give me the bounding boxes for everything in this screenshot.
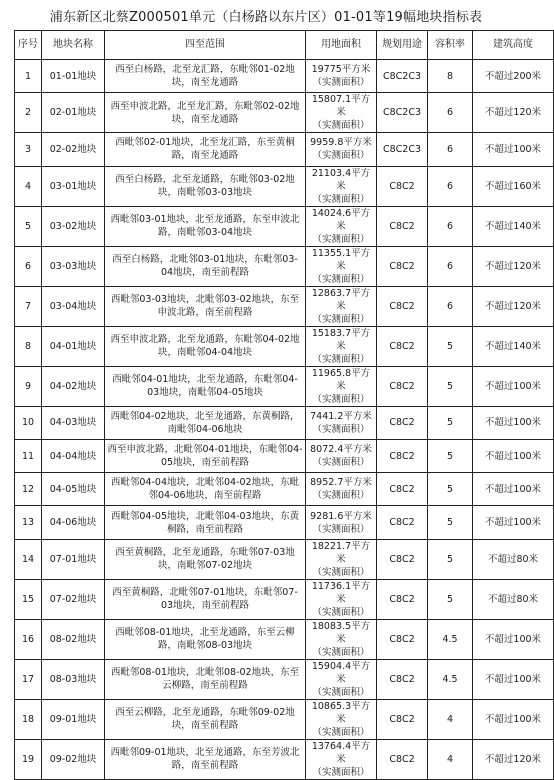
cell-area bbox=[306, 133, 377, 166]
cell-height: 不超过100米 bbox=[473, 506, 554, 539]
cell-use: C8C2 bbox=[377, 406, 428, 439]
cell-use: C8C2 bbox=[377, 286, 428, 326]
cell-no: 11 bbox=[15, 439, 42, 472]
area-value: 14024.6平方米 bbox=[311, 207, 371, 232]
area-value: 11355.1平方米 bbox=[311, 247, 371, 272]
area-value: 11736.1平方米 bbox=[311, 580, 371, 605]
cell-height: 不超过100米 bbox=[473, 699, 554, 739]
document-title: 浦东新区北蔡Z000501单元（白杨路以东片区）01-01等19幅地块指标表 bbox=[49, 10, 483, 25]
cell-far: 5 bbox=[428, 506, 473, 539]
cell-far: 5 bbox=[428, 539, 473, 579]
cell-far: 6 bbox=[428, 246, 473, 286]
cell-area bbox=[306, 619, 377, 659]
cell-name: 04-04地块 bbox=[42, 439, 105, 472]
area-note: （实测面积） bbox=[312, 393, 370, 405]
area-value: 10865.3平方米 bbox=[311, 700, 371, 725]
cell-use: C8C2C3 bbox=[377, 93, 428, 133]
table-header-row bbox=[15, 31, 554, 60]
cell-use: C8C2 bbox=[377, 739, 428, 779]
cell-no: 6 bbox=[15, 246, 42, 286]
area-note: （实测面积） bbox=[312, 353, 370, 365]
cell-height: 不超过140米 bbox=[473, 326, 554, 366]
table-row bbox=[15, 206, 554, 246]
area-value: 11965.8平方米 bbox=[311, 367, 371, 392]
cell-range: 西至白杨路，北至龙汇路，东毗邻01-02地块，南至龙通路 bbox=[105, 60, 306, 93]
cell-height: 不超过120米 bbox=[473, 286, 554, 326]
cell-far: 5 bbox=[428, 406, 473, 439]
cell-use: C8C2 bbox=[377, 246, 428, 286]
table-row bbox=[15, 133, 554, 166]
table-row bbox=[15, 286, 554, 326]
area-value: 18083.5平方米 bbox=[311, 620, 371, 645]
cell-height: 不超过140米 bbox=[473, 206, 554, 246]
cell-far: 6 bbox=[428, 286, 473, 326]
cell-area bbox=[306, 579, 377, 619]
cell-range: 西毗邻04-01地块，北至龙通路，东毗邻04-03地块，南毗邻04-05地块 bbox=[105, 366, 306, 406]
cell-far: 6 bbox=[428, 206, 473, 246]
cell-no: 12 bbox=[15, 473, 42, 506]
cell-name: 09-01地块 bbox=[42, 699, 105, 739]
cell-area bbox=[306, 60, 377, 93]
area-value: 19775平方米 bbox=[311, 64, 371, 76]
cell-range: 西毗邻08-01地块，北至龙通路，东至云柳路，南毗邻08-03地块 bbox=[105, 619, 306, 659]
cell-area bbox=[306, 286, 377, 326]
cell-name: 08-02地块 bbox=[42, 619, 105, 659]
header-height: 建筑高度 bbox=[473, 31, 554, 60]
area-note: （实测面积） bbox=[312, 523, 370, 535]
table-row bbox=[15, 439, 554, 472]
cell-use: C8C2 bbox=[377, 326, 428, 366]
table-row bbox=[15, 739, 554, 779]
cell-far: 4 bbox=[428, 739, 473, 779]
cell-use: C8C2 bbox=[377, 619, 428, 659]
cell-far: 6 bbox=[428, 133, 473, 166]
header-name: 地块名称 bbox=[42, 31, 105, 60]
header-no: 序号 bbox=[15, 31, 42, 60]
cell-range: 西毗邻08-01地块，北毗邻08-02地块，东至云柳路，南至前程路 bbox=[105, 659, 306, 699]
cell-use: C8C2 bbox=[377, 166, 428, 206]
cell-no: 2 bbox=[15, 93, 42, 133]
cell-far: 8 bbox=[428, 60, 473, 93]
cell-name: 01-01地块 bbox=[42, 60, 105, 93]
area-note: （实测面积） bbox=[312, 273, 370, 285]
table-row bbox=[15, 473, 554, 506]
area-value: 9959.8平方米 bbox=[310, 137, 372, 149]
cell-range: 西至申波北路，北毗邻04-01地块，东毗邻04-05地块，南至前程路 bbox=[105, 439, 306, 472]
area-value: 8952.7平方米 bbox=[310, 477, 372, 489]
cell-range: 西至黄桐路，北至龙通路，东毗邻07-03地块，南毗邻07-02地块 bbox=[105, 539, 306, 579]
cell-area bbox=[306, 659, 377, 699]
cell-name: 04-06地块 bbox=[42, 506, 105, 539]
cell-use: C8C2 bbox=[377, 659, 428, 699]
cell-no: 17 bbox=[15, 659, 42, 699]
area-value: 21103.4平方米 bbox=[311, 167, 371, 192]
area-note: （实测面积） bbox=[312, 423, 370, 435]
cell-name: 07-01地块 bbox=[42, 539, 105, 579]
header-range: 四至范围 bbox=[105, 31, 306, 60]
cell-use: C8C2C3 bbox=[377, 60, 428, 93]
table-row bbox=[15, 699, 554, 739]
cell-name: 04-05地块 bbox=[42, 473, 105, 506]
cell-name: 03-02地块 bbox=[42, 206, 105, 246]
table-row bbox=[15, 506, 554, 539]
cell-height: 不超过120米 bbox=[473, 246, 554, 286]
area-note: （实测面积） bbox=[312, 457, 370, 469]
area-value: 18221.7平方米 bbox=[311, 540, 371, 565]
cell-range: 西至黄桐路，北毗邻07-01地块，东毗邻07-03地块，南至前程路 bbox=[105, 579, 306, 619]
land-parcel-table bbox=[14, 30, 554, 780]
cell-area bbox=[306, 93, 377, 133]
cell-use: C8C2 bbox=[377, 506, 428, 539]
cell-no: 10 bbox=[15, 406, 42, 439]
table-row bbox=[15, 366, 554, 406]
area-note: （实测面积） bbox=[312, 686, 370, 698]
cell-height: 不超过120米 bbox=[473, 739, 554, 779]
cell-no: 3 bbox=[15, 133, 42, 166]
cell-height: 不超过100米 bbox=[473, 619, 554, 659]
cell-height: 不超过100米 bbox=[473, 439, 554, 472]
cell-no: 8 bbox=[15, 326, 42, 366]
cell-height: 不超过80米 bbox=[473, 539, 554, 579]
area-value: 15807.1平方米 bbox=[311, 94, 371, 119]
cell-far: 4 bbox=[428, 699, 473, 739]
cell-height: 不超过80米 bbox=[473, 579, 554, 619]
cell-far: 5 bbox=[428, 366, 473, 406]
cell-name: 07-02地块 bbox=[42, 579, 105, 619]
cell-no: 14 bbox=[15, 539, 42, 579]
cell-no: 16 bbox=[15, 619, 42, 659]
cell-range: 西毗邻03-01地块，北至龙通路，东至申波北路，南毗邻03-04地块 bbox=[105, 206, 306, 246]
cell-area bbox=[306, 206, 377, 246]
cell-far: 4.5 bbox=[428, 619, 473, 659]
cell-range: 西至申波北路，北至龙汇路，东毗邻02-02地块，南至龙通路 bbox=[105, 93, 306, 133]
cell-no: 5 bbox=[15, 206, 42, 246]
cell-range: 西毗邻02-01地块，北至龙汇路，东至黄桐路，南至龙通路 bbox=[105, 133, 306, 166]
cell-height: 不超过100米 bbox=[473, 406, 554, 439]
cell-area bbox=[306, 246, 377, 286]
cell-range: 西至申波北路，北至龙通路，东毗邻04-02地块，南毗邻04-04地块 bbox=[105, 326, 306, 366]
cell-range: 西毗邻09-01地块，北至龙通路，东至芳波北路，南至前程路 bbox=[105, 739, 306, 779]
cell-range: 西毗邻03-03地块，北毗邻03-02地块，东至申波北路，南至前程路 bbox=[105, 286, 306, 326]
cell-area bbox=[306, 406, 377, 439]
cell-height: 不超过100米 bbox=[473, 659, 554, 699]
cell-far: 5 bbox=[428, 473, 473, 506]
cell-name: 03-04地块 bbox=[42, 286, 105, 326]
area-value: 7441.2平方米 bbox=[310, 410, 372, 422]
area-note: （实测面积） bbox=[312, 566, 370, 578]
cell-area bbox=[306, 473, 377, 506]
area-note: （实测面积） bbox=[312, 150, 370, 162]
area-value: 13764.4平方米 bbox=[311, 740, 371, 765]
cell-height: 不超过200米 bbox=[473, 60, 554, 93]
cell-height: 不超过160米 bbox=[473, 166, 554, 206]
header-far: 容积率 bbox=[428, 31, 473, 60]
cell-far: 6 bbox=[428, 93, 473, 133]
area-note: （实测面积） bbox=[312, 646, 370, 658]
area-note: （实测面积） bbox=[312, 120, 370, 132]
cell-area bbox=[306, 739, 377, 779]
cell-no: 15 bbox=[15, 579, 42, 619]
cell-far: 5 bbox=[428, 579, 473, 619]
cell-range: 西毗邻04-04地块，北毗邻04-02地块，东毗邻04-06地块，南至前程路 bbox=[105, 473, 306, 506]
cell-far: 6 bbox=[428, 166, 473, 206]
cell-range: 西毗邻04-02地块，北至龙通路，东黄桐路，南毗邻04-06地块 bbox=[105, 406, 306, 439]
area-note: （实测面积） bbox=[312, 606, 370, 618]
cell-far: 5 bbox=[428, 326, 473, 366]
cell-height: 不超过100米 bbox=[473, 133, 554, 166]
cell-far: 4.5 bbox=[428, 659, 473, 699]
cell-far: 5 bbox=[428, 439, 473, 472]
cell-area bbox=[306, 539, 377, 579]
cell-no: 4 bbox=[15, 166, 42, 206]
cell-range: 西至云柳路，北至龙通路，东毗邻09-02地块，南至前程路 bbox=[105, 699, 306, 739]
cell-height: 不超过100米 bbox=[473, 366, 554, 406]
cell-use: C8C2 bbox=[377, 473, 428, 506]
area-value: 15904.4平方米 bbox=[311, 660, 371, 685]
cell-height: 不超过100米 bbox=[473, 473, 554, 506]
cell-range: 西毗邻04-05地块，北毗邻04-03地块，东黄桐路，南至前程路 bbox=[105, 506, 306, 539]
cell-use: C8C2 bbox=[377, 579, 428, 619]
area-value: 15183.7平方米 bbox=[311, 327, 371, 352]
area-value: 9281.6平方米 bbox=[310, 510, 372, 522]
table-row bbox=[15, 539, 554, 579]
table-row bbox=[15, 579, 554, 619]
table-row bbox=[15, 406, 554, 439]
area-note: （实测面积） bbox=[312, 766, 370, 778]
cell-name: 04-02地块 bbox=[42, 366, 105, 406]
cell-name: 04-01地块 bbox=[42, 326, 105, 366]
cell-height: 不超过120米 bbox=[473, 93, 554, 133]
area-value: 8072.4平方米 bbox=[310, 444, 372, 456]
header-area: 用地面积 bbox=[306, 31, 377, 60]
area-note: （实测面积） bbox=[312, 233, 370, 245]
cell-area bbox=[306, 699, 377, 739]
cell-name: 02-01地块 bbox=[42, 93, 105, 133]
cell-area bbox=[306, 439, 377, 472]
area-note: （实测面积） bbox=[312, 726, 370, 738]
cell-name: 03-03地块 bbox=[42, 246, 105, 286]
cell-name: 04-03地块 bbox=[42, 406, 105, 439]
cell-range: 西至白杨路，北毗邻03-01地块，东毗邻03-04地块，南至前程路 bbox=[105, 246, 306, 286]
table-row bbox=[15, 166, 554, 206]
table-row bbox=[15, 246, 554, 286]
area-note: （实测面积） bbox=[312, 77, 370, 89]
cell-area bbox=[306, 506, 377, 539]
cell-name: 09-02地块 bbox=[42, 739, 105, 779]
area-note: （实测面积） bbox=[312, 193, 370, 205]
cell-name: 02-02地块 bbox=[42, 133, 105, 166]
cell-use: C8C2 bbox=[377, 699, 428, 739]
cell-no: 18 bbox=[15, 699, 42, 739]
cell-use: C8C2 bbox=[377, 366, 428, 406]
cell-area bbox=[306, 326, 377, 366]
table-row bbox=[15, 326, 554, 366]
cell-use: C8C2C3 bbox=[377, 133, 428, 166]
cell-use: C8C2 bbox=[377, 206, 428, 246]
area-value: 12863.7平方米 bbox=[311, 287, 371, 312]
cell-no: 7 bbox=[15, 286, 42, 326]
area-note: （实测面积） bbox=[312, 490, 370, 502]
cell-use: C8C2 bbox=[377, 439, 428, 472]
table-row bbox=[15, 619, 554, 659]
cell-area bbox=[306, 166, 377, 206]
cell-no: 19 bbox=[15, 739, 42, 779]
cell-use: C8C2 bbox=[377, 539, 428, 579]
cell-range: 西至白杨路，北至龙通路，东毗邻03-02地块，南毗邻03-03地块 bbox=[105, 166, 306, 206]
cell-no: 13 bbox=[15, 506, 42, 539]
header-use: 规划用途 bbox=[377, 31, 428, 60]
table-row bbox=[15, 60, 554, 93]
cell-no: 9 bbox=[15, 366, 42, 406]
cell-name: 03-01地块 bbox=[42, 166, 105, 206]
table-row bbox=[15, 93, 554, 133]
table-row bbox=[15, 659, 554, 699]
cell-name: 08-03地块 bbox=[42, 659, 105, 699]
area-note: （实测面积） bbox=[312, 313, 370, 325]
cell-no: 1 bbox=[15, 60, 42, 93]
cell-area bbox=[306, 366, 377, 406]
